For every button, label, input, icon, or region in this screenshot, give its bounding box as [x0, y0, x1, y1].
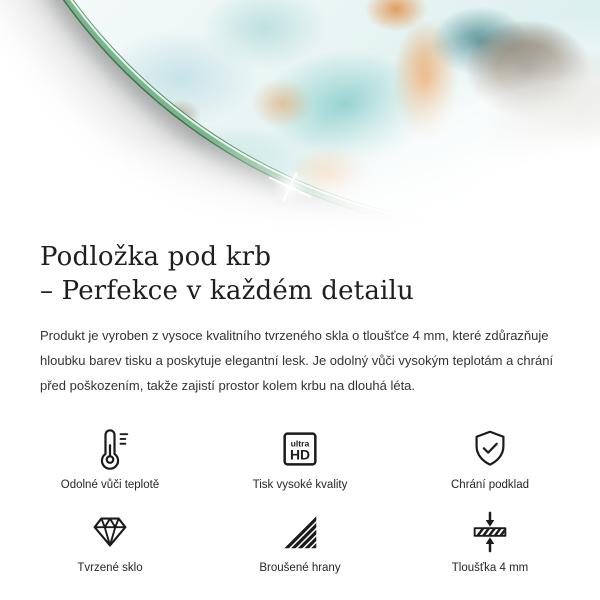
product-description: Produkt je vyroben z vysoce kvalitního tvrzeného skla o tloušťce 4 mm, které zdůrazňuje hloubku barev tisku a poskytuje elegantní lesk. Je odolný vůči vysokým teplotám a chrání před poškozením, takže zajistí prostor kolem krbu na dlouhá léta. [40, 328, 554, 393]
feature-thickness [420, 507, 560, 574]
feature-tempered-glass [40, 507, 180, 574]
page-title-line2: – Perfekce v každém detailu [40, 276, 414, 306]
feature-label: Chrání podklad [451, 479, 529, 491]
thickness-icon [467, 507, 513, 555]
feature-label: Tloušťka 4 mm [451, 562, 529, 574]
feature-protects-surface [420, 424, 560, 491]
ultra-text: ultra [290, 438, 310, 449]
feature-label: Broušené hrany [259, 562, 341, 574]
thermometer-icon [87, 424, 133, 472]
shield-check-icon [467, 424, 513, 472]
diamond-icon [87, 507, 133, 555]
page-title-line1: Podložka pod krb [40, 242, 272, 272]
feature-label: Tvrzené sklo [77, 562, 143, 574]
hd-text: HD [289, 446, 311, 463]
feature-heat-resistant [40, 424, 180, 491]
product-description-section [0, 240, 600, 398]
ultra-hd-icon [277, 424, 323, 472]
beveled-edges-icon [277, 507, 323, 555]
feature-ground-edges [230, 507, 370, 574]
feature-label: Odolné vůči teplotě [60, 479, 160, 491]
feature-label: Tisk vysoké kvality [252, 479, 348, 491]
feature-print-quality [230, 424, 370, 491]
product-hero-image [0, 0, 600, 230]
page-title [40, 240, 572, 308]
feature-list [0, 424, 600, 574]
